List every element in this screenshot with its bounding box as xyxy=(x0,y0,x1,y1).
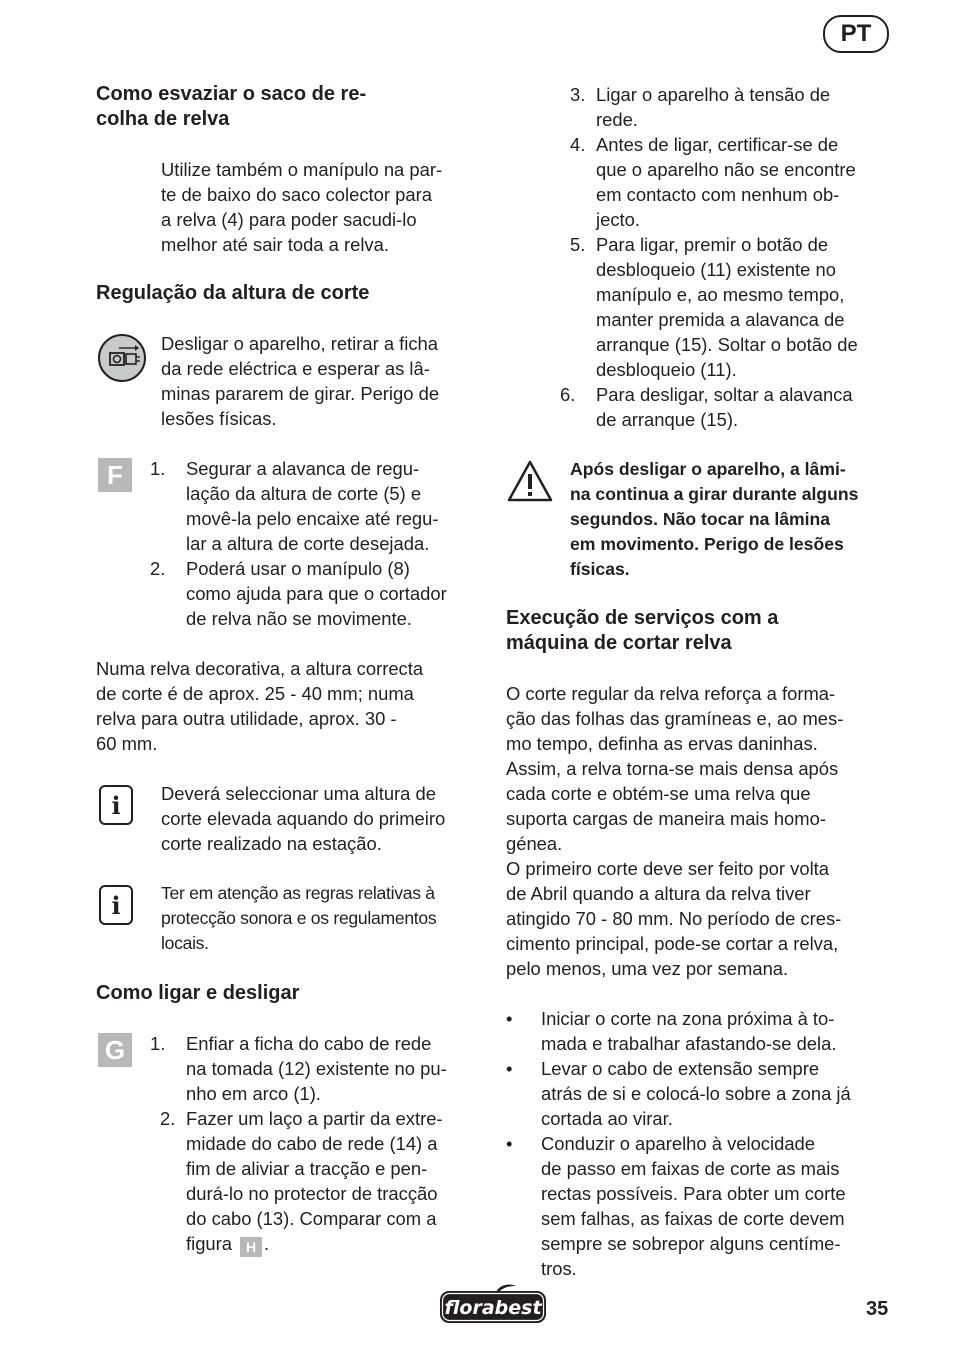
figure-g-marker: G xyxy=(98,1033,132,1067)
blade-warning: Após desligar o aparelho, a lâmi- na continua a girar durante alguns segundos. Não tocar na lâmina em movimento. Perigo de lesões físicas. xyxy=(506,457,898,582)
left-column xyxy=(96,82,482,1257)
section-title-switch-on-off: Como ligar e desligar xyxy=(96,982,300,1004)
list-item: • Iniciar o corte na zona próxima à to- mada e trabalhar afastando-se dela. xyxy=(506,1008,837,1054)
mowing-text-2: O primeiro corte deve ser feito por volta de Abril quando a altura da relva tiver atingido 70 - 80 mm. No período de cres- cimento principal, pode-se cortar a relva, pelo menos, uma vez por semana. xyxy=(506,858,842,979)
unplug-icon xyxy=(97,333,147,383)
switch-steps xyxy=(96,1031,482,1257)
list-item: 2. Poderá usar o manípulo (8) como ajuda para que o cortador de relva não se movimente. xyxy=(150,558,447,629)
florabest-logo xyxy=(438,1283,548,1325)
info-icon: i xyxy=(99,785,133,825)
figure-f-marker: F xyxy=(98,458,132,492)
list-item: 2. Fazer um laço a partir da extre- midade do cabo de rede (14) a fim de aliviar a tracção e pen- durá-lo no protector de tracção do cabo (13). Comparar com a figura H . xyxy=(160,1108,443,1255)
section-title-mowing: Execução de serviços com a máquina de cortar relva xyxy=(506,607,779,654)
list-item: 6. Para desligar, soltar a alavanca de arranque (15). xyxy=(560,384,853,430)
page-number: 35 xyxy=(866,1298,889,1320)
recommended-height-text: Numa relva decorativa, a altura correcta de corte é de aprox. 25 - 40 mm; numa relva para outra utilidade, aprox. 30 - 60 mm. xyxy=(96,658,424,754)
warning-triangle-icon xyxy=(506,459,554,503)
info-note-2: i Ter em atenção as regras relativas à protecção sonora e os regulamentos locais. xyxy=(96,881,482,956)
unplug-text: Desligar o aparelho, retirar a ficha da rede eléctrica e esperar as lâ- minas pararem de girar. Perigo de lesões físicas. xyxy=(161,333,440,429)
switch-steps-continued xyxy=(506,82,898,432)
list-item: 4. Antes de ligar, certificar-se de que o aparelho não se encontre em contacto com nenhum ob- jecto. xyxy=(570,134,856,230)
right-column xyxy=(506,82,898,1281)
mowing-tips xyxy=(506,1006,898,1281)
list-item: • Levar o cabo de extensão sempre atrás de si e colocá-lo sobre a zona já cortada ao virar. xyxy=(506,1058,851,1129)
unplug-warning xyxy=(96,331,482,431)
section-title-cutting-height: Regulação da altura de corte xyxy=(96,282,370,304)
height-steps xyxy=(96,456,482,631)
info-note-1: i Deverá seleccionar uma altura de corte elevada aquando do primeiro corte realizado na estação. xyxy=(96,781,482,856)
language-badge: PT xyxy=(823,15,889,53)
list-item: • Conduzir o aparelho à velocidade de passo em faixas de corte as mais rectas possíveis. Para obter um corte sem falhas, as faixas de corte devem sempre se sobrepor alguns centíme- tros. xyxy=(506,1133,846,1279)
svg-text:florabest: florabest xyxy=(444,1297,542,1319)
list-item: 1. Enfiar a ficha do cabo de rede na tomada (12) existente no pu- nho em arco (1). xyxy=(150,1033,447,1104)
list-item: 3. Ligar o aparelho à tensão de rede. xyxy=(570,84,831,130)
list-item: 1. Segurar a alavanca de regu- lação da altura de corte (5) e movê-la pelo encaixe até regu- lar a altura de corte desejada. xyxy=(150,458,439,554)
mowing-text-1: O corte regular da relva reforça a forma- ção das folhas das gramíneas e, ao mes- mo tempo, definha as ervas daninhas. Assim, a relva torna-se mais densa após cada corte e obtém-se uma relva que suporta cargas de maneira mais homo- génea. xyxy=(506,683,844,854)
figure-h-marker: H xyxy=(240,1237,262,1257)
empty-bag-text: Utilize também o manípulo na par- te de baixo do saco colector para a relva (4) para poder sacudi-lo melhor até sair toda a relva. xyxy=(161,159,443,255)
info-icon: i xyxy=(99,885,133,925)
section-title-empty-bag: Como esvaziar o saco de re- colha de relva xyxy=(96,83,367,130)
list-item: 5. Para ligar, premir o botão de desbloqueio (11) existente no manípulo e, ao mesmo tempo, manter premida a alavanca de arranque (15). Soltar o botão de desbloqueio (11). xyxy=(570,234,858,380)
